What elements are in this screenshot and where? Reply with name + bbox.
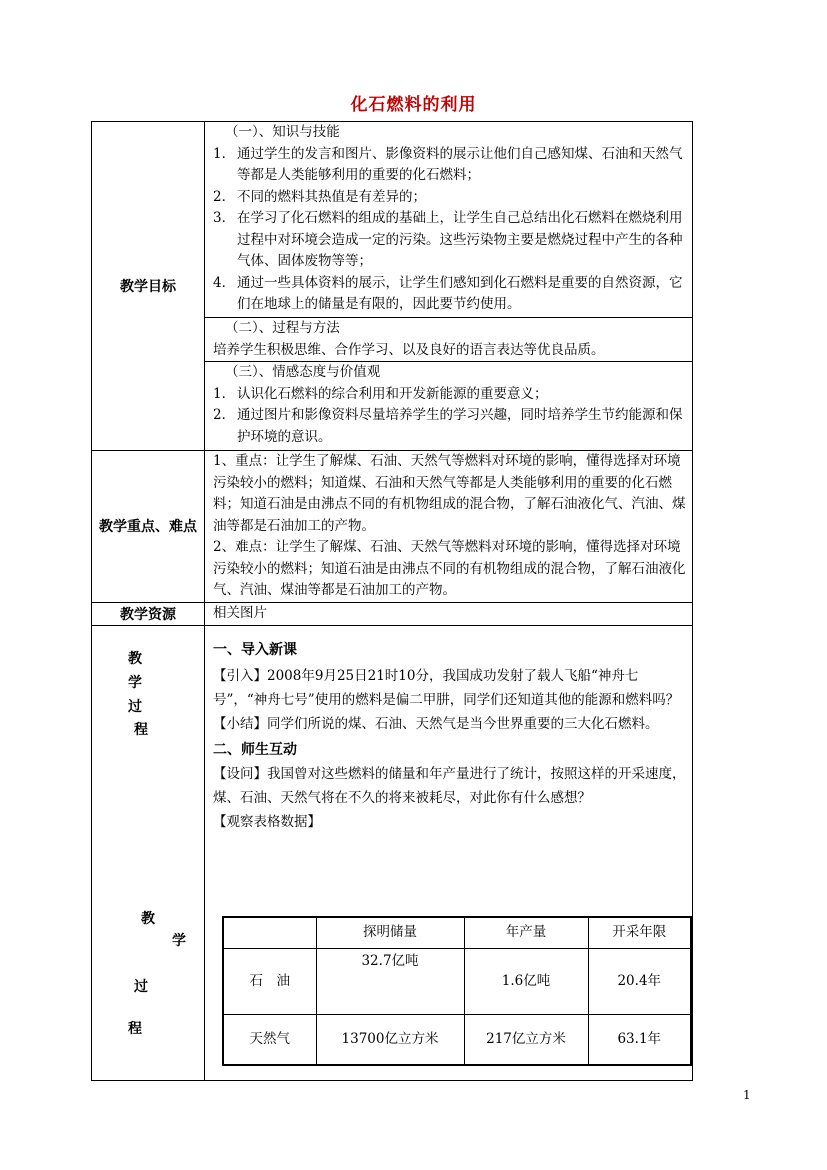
knowledge-section: [205, 122, 693, 318]
keypoints-label: 教学重点、难点: [92, 451, 205, 603]
table-cell: 32.7亿吨: [316, 949, 464, 1015]
process-content: [205, 625, 693, 1080]
intro-paragraph: 【引入】2008年9月25日21时10分，我国成功发射了载人飞船“神舟七号”，“神舟七号”使用的燃料是偏二甲肼，同学们还知道其他的能源和燃料吗？: [213, 667, 680, 708]
list-item: 4． 通过一些具体资料的展示，让学生们感知到化石燃料是重要的自然资源，它们在地球上的储量是有限的，因此要节约使用。: [213, 274, 683, 312]
resources-label: 教学资源: [92, 602, 205, 625]
document-title: 化石燃料的利用: [350, 95, 477, 115]
knowledge-heading: （一）、知识与技能: [225, 124, 340, 140]
lesson-plan-table: [91, 121, 693, 1081]
emotion-section: [205, 362, 693, 451]
process-text: 培养学生积极思维、合作学习、以及良好的语言表达等优良品质。: [213, 341, 605, 358]
process-label-char: 学: [128, 674, 142, 691]
list-item: 1． 通过学生的发言和图片、影像资料的展示让他们自己感知煤、石油和天然气等都是人类能够利用的重要的化石燃料；: [213, 145, 683, 183]
objectives-label: 教学目标: [92, 122, 205, 451]
process-label-cell: [92, 625, 205, 1080]
table-cell: 63.1年: [588, 1015, 691, 1065]
table-row: [223, 1015, 691, 1065]
section-interaction-heading: 二、师生互动: [213, 741, 297, 758]
section-intro-heading: 一、导入新课: [213, 641, 297, 658]
summary-paragraph: 【小结】同学们所说的煤、石油、天然气是当今世界重要的三大化石燃料。: [213, 715, 659, 732]
table-cell: 石 油: [223, 949, 316, 1015]
difficult-point-text: 2、难点：让学生了解煤、石油、天然气等燃料对环境的影响，懂得选择对环境污染较小的燃料；知道石油是由沸点不同的有机物组成的混合物，了解石油液化气、汽油、煤油等都是石油加工的产物。: [213, 539, 686, 598]
process-heading: （二）、过程与方法: [225, 320, 340, 336]
list-item: 1． 认识化石燃料的综合利用和开发新能源的重要意义；: [213, 385, 548, 402]
page-number: 1: [743, 1088, 751, 1102]
table-header-cell: 开采年限: [588, 917, 691, 949]
observe-label: 【观察表格数据】: [213, 813, 321, 830]
table-row: [223, 949, 691, 1015]
keypoints-section: [205, 451, 693, 603]
table-cell: 217亿立方米: [464, 1015, 588, 1065]
table-cell: 13700亿立方米: [316, 1015, 464, 1065]
table-cell: 1.6亿吨: [464, 949, 588, 1015]
process-label-char: 程: [134, 721, 148, 738]
fuel-data-table: [222, 916, 692, 1066]
list-item: 2． 通过图片和影像资料尽量培养学生的学习兴趣，同时培养学生节约能源和保护环境的意识。: [213, 407, 683, 445]
key-point-text: 1、重点：让学生了解煤、石油、天然气等燃料对环境的影响，懂得选择对环境污染较小的燃料；知道煤、石油和天然气等都是人类能够利用的重要的化石燃料；知道石油是由沸点不同的有机物组成的混合物，了解石油液化气、汽油、煤油等都是石油加工的产物。: [213, 453, 686, 534]
table-cell: 天然气: [223, 1015, 316, 1065]
table-cell: 20.4年: [588, 949, 691, 1015]
process-label-char: 学: [172, 932, 186, 949]
process-label-char: 教: [128, 650, 142, 667]
question-paragraph: 【设问】我国曾对这些燃料的储量和年产量进行了统计，按照这样的开采速度，煤、石油、天然气将在不久的将来被耗尽，对此你有什么感想？: [213, 765, 686, 806]
process-section: [205, 318, 693, 362]
process-label-char: 过: [134, 978, 148, 995]
list-item: 2． 不同的燃料其热值是有差异的；: [213, 188, 426, 205]
list-item: 3． 在学习了化石燃料的组成的基础上，让学生自己总结出化石燃料在燃烧利用过程中对环境会造成一定的污染。这些污染物主要是燃烧过程中产生的各种气体、固体废物等等；: [213, 210, 683, 269]
process-label-char: 教: [141, 910, 155, 927]
table-header-cell: [223, 917, 316, 949]
process-label-char: 程: [128, 1020, 142, 1037]
process-label-char: 过: [128, 698, 142, 715]
resources-text: 相关图片: [205, 602, 693, 625]
table-header-cell: 探明储量: [316, 917, 464, 949]
table-header-cell: 年产量: [464, 917, 588, 949]
emotion-heading: （三）、情感态度与价值观: [225, 364, 381, 380]
